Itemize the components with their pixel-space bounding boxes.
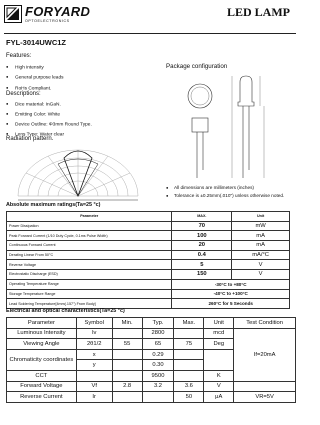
column-header: Unit <box>204 318 234 329</box>
column-header: Parameter <box>7 318 77 329</box>
value-cell: 5 <box>172 260 232 270</box>
param-cell: Reverse Voltage <box>7 260 172 270</box>
symbol-cell: Ir <box>76 392 112 403</box>
radiation-pattern-diagram <box>4 146 152 204</box>
param-cell: Storage Temperature Range <box>7 289 172 299</box>
value-cell: 0.4 <box>172 250 232 260</box>
table-row <box>7 299 290 309</box>
unit-cell: mW <box>232 221 290 231</box>
descriptions-item: ● Dice material: InGaN. <box>6 100 92 110</box>
typ-cell: 0.30 <box>142 360 174 371</box>
min-cell <box>112 328 142 339</box>
value-cell: 150 <box>172 270 232 280</box>
column-header: Typ. <box>142 318 174 329</box>
descriptions-list <box>6 100 92 140</box>
unit-cell: Deg <box>204 339 234 350</box>
value-cell: 20 <box>172 241 232 251</box>
column-header: Symbol <box>76 318 112 329</box>
symbol-cell: Vf <box>76 381 112 392</box>
table-row <box>7 381 296 392</box>
param-cell: Chromaticity coordinates <box>7 349 77 370</box>
unit-cell: V <box>232 260 290 270</box>
electro-table <box>6 317 296 403</box>
document-title: LED LAMP <box>227 5 290 19</box>
table-row <box>7 250 290 260</box>
table-row <box>7 221 290 231</box>
features-item: ● RoHs Compliant. <box>6 84 64 94</box>
test-condition-cell: If=20mA <box>234 328 296 381</box>
param-cell: Viewing Angle <box>7 339 77 350</box>
electro-title: Electrical and optical characteristics(Ta=25 °c) <box>6 308 125 314</box>
column-header: MAX. <box>172 212 232 222</box>
range-cell: 260°C for 5 Seconds <box>172 299 290 309</box>
features-title: Features: <box>6 53 32 59</box>
table-row <box>7 270 290 280</box>
typ-cell <box>142 392 174 403</box>
max-cell <box>174 349 204 360</box>
min-cell: 55 <box>112 339 142 350</box>
max-cell: 75 <box>174 339 204 350</box>
symbol-cell <box>76 370 112 381</box>
descriptions-item: ● Device Outline: Φ3mm Round Type. <box>6 120 92 130</box>
table-row <box>7 260 290 270</box>
min-cell <box>112 360 142 371</box>
param-cell: Luminous Intensity <box>7 328 77 339</box>
foryard-logo-icon <box>4 5 22 23</box>
unit-cell: K <box>204 370 234 381</box>
part-number: FYL-3014UWC1Z <box>6 38 67 47</box>
package-drawing <box>168 74 294 182</box>
column-header: Max. <box>174 318 204 329</box>
typ-cell: 3.2 <box>142 381 174 392</box>
value-cell: 70 <box>172 221 232 231</box>
table-header-row <box>7 318 296 329</box>
descriptions-item: ● Emitting Color: White <box>6 110 92 120</box>
symbol-cell: 2θ1/2 <box>76 339 112 350</box>
typ-cell: 9500 <box>142 370 174 381</box>
max-cell <box>174 370 204 381</box>
symbol-cell: x <box>76 349 112 360</box>
param-cell: Operating Temperature Range <box>7 279 172 289</box>
table-row <box>7 328 296 339</box>
param-cell: Reverse Current <box>7 392 77 403</box>
table-row <box>7 279 290 289</box>
package-note: ● All dimensions are millimeters (inches) <box>166 184 296 192</box>
column-header: Min. <box>112 318 142 329</box>
table-header-row <box>7 212 290 222</box>
features-item: ● High intensity <box>6 63 64 73</box>
param-cell: Continuous Forward Current <box>7 241 172 251</box>
param-cell: Forward Voltage <box>7 381 77 392</box>
unit-cell: mcd <box>204 328 234 339</box>
value-cell: 100 <box>172 231 232 241</box>
max-cell: 3.6 <box>174 381 204 392</box>
unit-cell: mA <box>232 241 290 251</box>
min-cell <box>112 370 142 381</box>
unit-cell: V <box>204 381 234 392</box>
param-cell: Electrostatic Discharge (ESD) <box>7 270 172 280</box>
table-row <box>7 289 290 299</box>
abs-max-table <box>6 211 290 309</box>
package-title: Package configuration <box>166 63 228 70</box>
package-note: ● Tolerance is ±0.25mm(.010") unless otherwise noted. <box>166 192 296 200</box>
symbol-cell: Iv <box>76 328 112 339</box>
range-cell: -30°C to +80°C <box>172 279 290 289</box>
brand-subtitle: OPTOELECTRONICS <box>25 19 70 23</box>
table-row <box>7 241 290 251</box>
column-header: Parameter <box>7 212 172 222</box>
min-cell <box>112 349 142 360</box>
param-cell: CCT <box>7 370 77 381</box>
test-condition-cell <box>234 381 296 392</box>
param-cell: Peak Forward Current (1/10 Duty Cycle, 0.1ms Pulse Width) <box>7 231 172 241</box>
max-cell: 50 <box>174 392 204 403</box>
param-cell: Lead Soldering Temperature[4mm(.157") From Body] <box>7 299 172 309</box>
typ-cell: 65 <box>142 339 174 350</box>
min-cell <box>112 392 142 403</box>
abs-max-title: Absolute maximum ratings(Ta=25 °c) <box>6 202 101 208</box>
descriptions-item: ● Lens Type: Water clear <box>6 130 92 140</box>
typ-cell: 2800 <box>142 328 174 339</box>
features-list <box>6 63 64 94</box>
column-header: Unit <box>232 212 290 222</box>
test-condition-cell: VR=5V <box>234 392 296 403</box>
unit-cell: V <box>232 270 290 280</box>
typ-cell: 0.29 <box>142 349 174 360</box>
symbol-cell: y <box>76 360 112 371</box>
table-row <box>7 231 290 241</box>
radiation-title: Radiation pattern. <box>6 136 54 142</box>
column-header: Test Condition <box>234 318 296 329</box>
brand-name: FORYARD <box>25 4 91 19</box>
table-row <box>7 392 296 403</box>
max-cell <box>174 360 204 371</box>
features-item: ● General purpose leads <box>6 73 64 83</box>
min-cell: 2.8 <box>112 381 142 392</box>
unit-cell: mA/°C <box>232 250 290 260</box>
max-cell <box>174 328 204 339</box>
descriptions-title: Descriptions: <box>6 91 41 97</box>
range-cell: -40°C to +100°C <box>172 289 290 299</box>
header-divider <box>4 33 296 34</box>
param-cell: Derating Linear From 50°C <box>7 250 172 260</box>
param-cell: Power Dissipation <box>7 221 172 231</box>
unit-cell <box>204 349 234 370</box>
unit-cell: μA <box>204 392 234 403</box>
package-notes <box>166 184 296 199</box>
company-logo <box>4 4 99 30</box>
unit-cell: mA <box>232 231 290 241</box>
